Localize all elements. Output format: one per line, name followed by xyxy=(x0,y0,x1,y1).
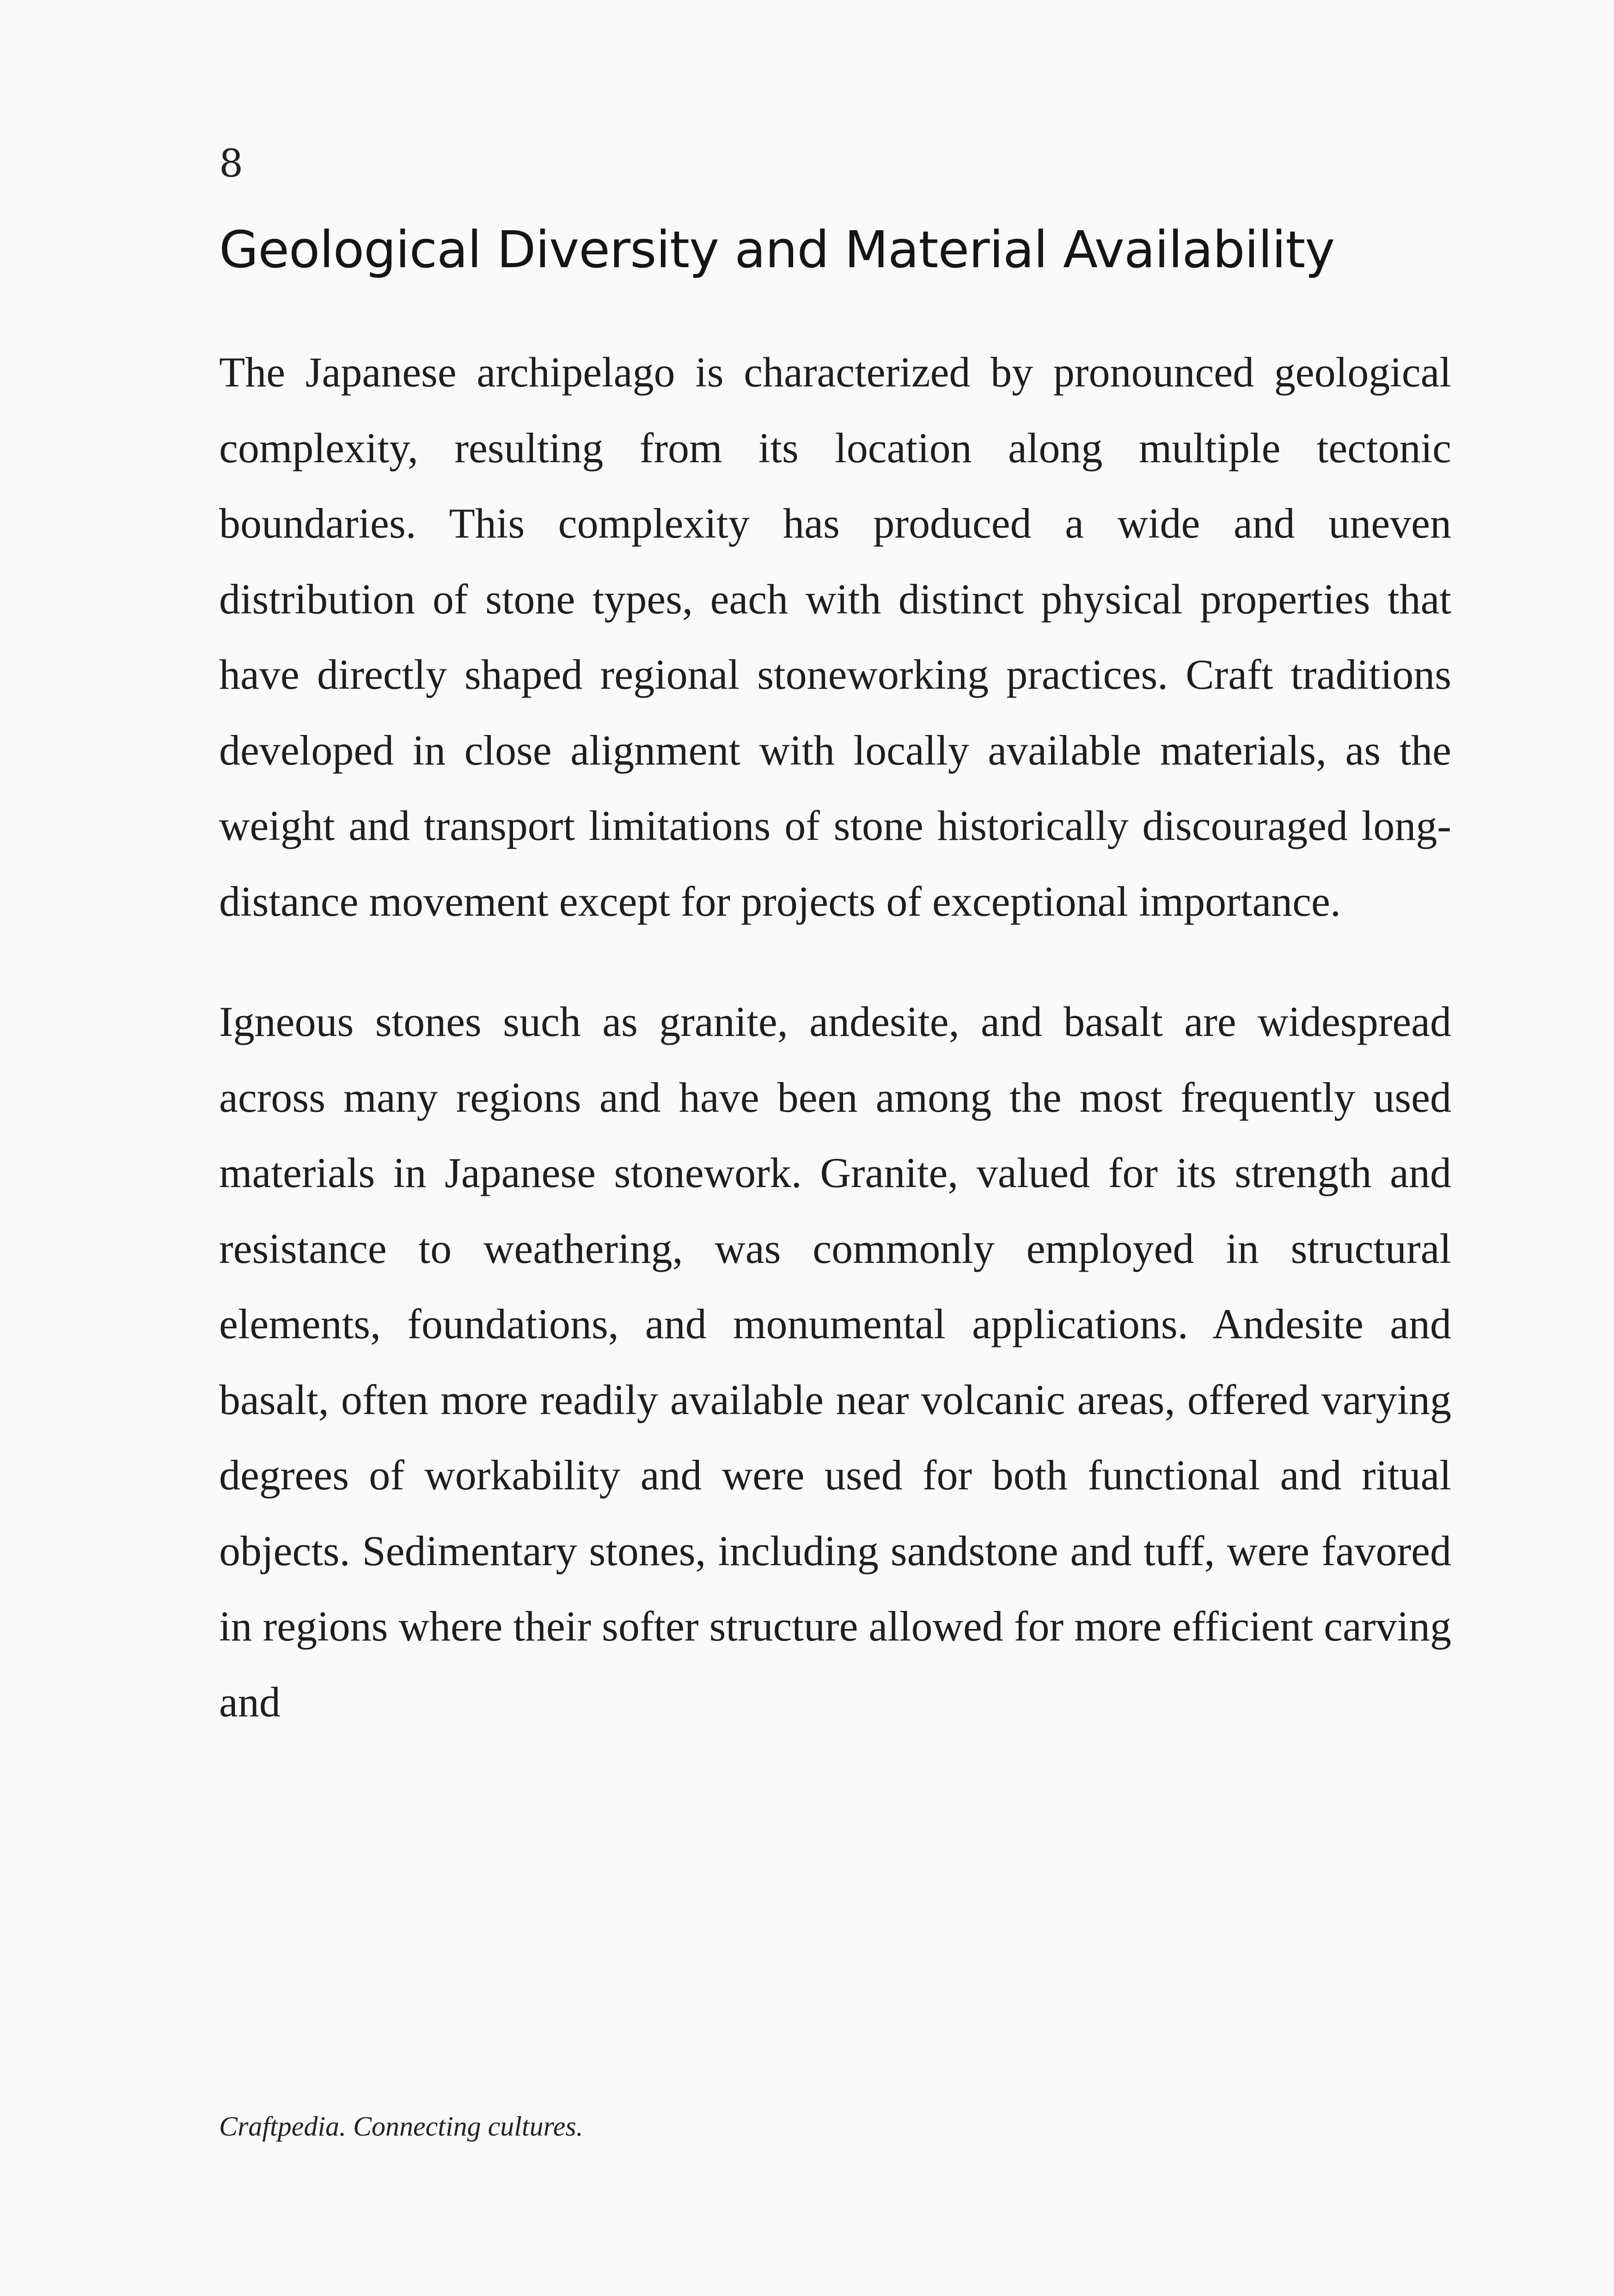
section-heading: Geological Diversity and Material Availability xyxy=(219,220,1335,279)
page-number: 8 xyxy=(219,142,244,186)
paragraph-tectonic-complexity: The Japanese archipelago is characterized by pronounced geological complexity, resulting from its location along multiple tectonic boundaries. This complexity has produced a wide and uneven distribution of stone types, each with distinct physical properties that have directly shaped regional stoneworking practices. Craft traditions developed in close alignment with locally available materials, as the weight and transport limitations of stone historically discouraged long-distance movement except for projects of exceptional importance. xyxy=(219,349,1451,925)
footer-tagline: Craftpedia. Connecting cultures. xyxy=(219,2111,583,2142)
paragraph-stone-types: Igneous stones such as granite, andesite, and basalt are widespread across many regions and have been among the most frequently used materials in Japanese stonework. Granite, valued for its strength and resistance to weathering, was commonly employed in structural elements, foundations, and monumental applications. Andesite and basalt, often more readily available near volcanic areas, offered varying degrees of workability and were used for both functional and ritual objects. Sedimentary stones, including sandstone and tuff, were favored in regions where their softer structure allowed for more efficient carving and xyxy=(219,998,1451,1726)
body-text xyxy=(219,335,1451,1740)
